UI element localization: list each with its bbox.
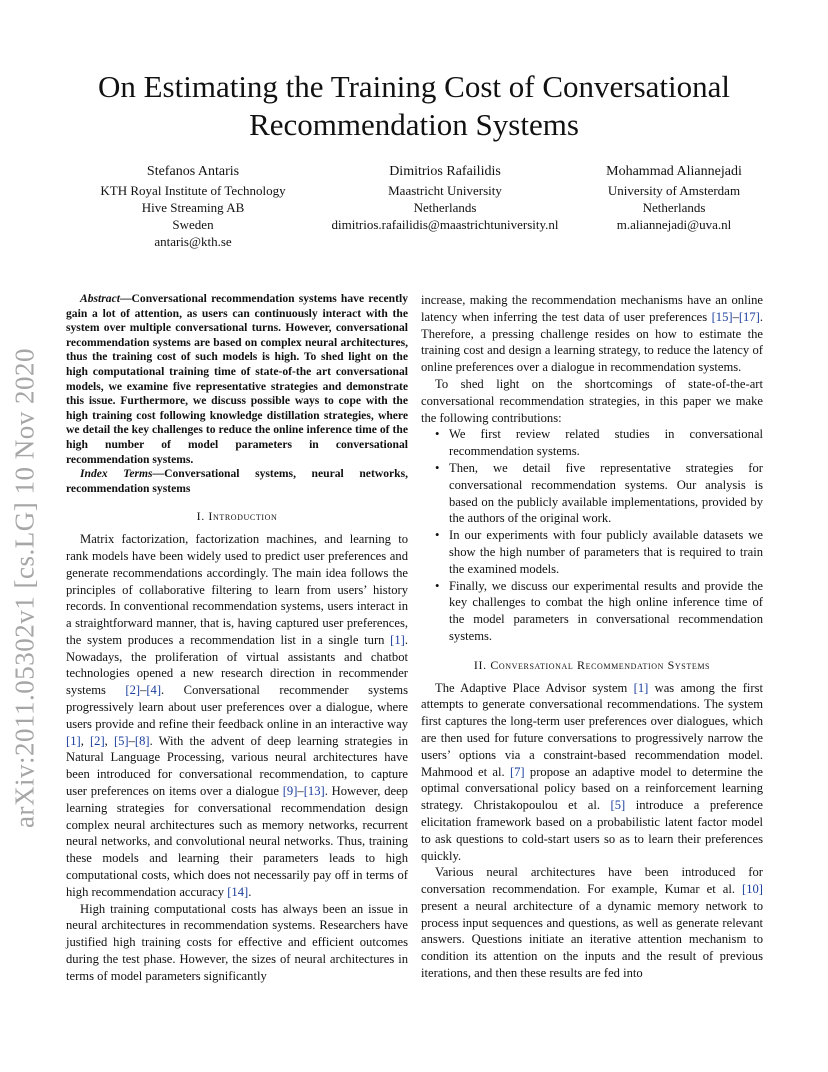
right-column bbox=[421, 292, 763, 982]
paragraph-text: . Conversational recommender systems progressively learn about user preferences over a dialogue, where users provide and refine their feedback online in an interactive way bbox=[66, 683, 408, 731]
paragraph-text: . Therefore, a pressing challenge resides on how to estimate the training cost and design a learning strategy, to reduce the latency of online preferences over a dialogue in recommendation systems. bbox=[421, 309, 763, 375]
author-affiliation: Hive Streaming AB bbox=[141, 200, 245, 215]
author-country: Netherlands bbox=[642, 200, 706, 215]
paragraph bbox=[421, 292, 763, 376]
paragraph-text: , bbox=[80, 733, 90, 748]
author-1 bbox=[80, 163, 306, 250]
paragraph bbox=[66, 531, 408, 901]
paragraph-text: , bbox=[104, 733, 114, 748]
paragraph-text: – bbox=[128, 733, 135, 748]
contribution-item: • Then, we detail five representative strategies for conversational recommendation systems. Our analysis is based on the publicly available implementations, provided by the authors of the original work. bbox=[449, 460, 763, 527]
author-3 bbox=[576, 163, 772, 233]
author-name: Stefanos Antaris bbox=[146, 164, 240, 179]
citation-link[interactable]: [2] bbox=[89, 733, 105, 748]
paragraph-text: present a neural architecture of a dynamic memory network to process input sequences and questions, as well as generate relevant answers. Questions initiate an iterative attention mechanism to condition its attention on the inputs and the result of previous iterations, and then these results are fed into bbox=[421, 898, 763, 981]
contribution-list bbox=[421, 426, 763, 644]
citation-link[interactable]: [5] bbox=[113, 733, 129, 748]
section-heading-conversational-recsys bbox=[421, 657, 763, 674]
paragraph-text: Various neural architectures have been introduced for conversation recommendation. For example, Kumar et al. bbox=[421, 865, 763, 897]
paragraph-text: propose an adaptive model to determine the optimal conversational policy based on a reinforcement learning strategy. Christakopoulou et al. bbox=[421, 764, 763, 813]
paragraph-text: High training computational costs has always been an issue in neural architectures in recommendation systems. Researchers have justified high training costs for effective and efficient outcomes during the test phase. However, the sizes of neural architectures in terms of model parameters significantly bbox=[66, 901, 408, 983]
paragraph-text: – bbox=[297, 784, 304, 799]
intro-continued bbox=[421, 292, 763, 426]
section-number: I. bbox=[196, 509, 205, 524]
citation-link[interactable]: [1] bbox=[390, 632, 405, 647]
citation-link[interactable]: [2] bbox=[125, 683, 141, 698]
author-country: Sweden bbox=[172, 217, 214, 232]
abstract-label: Abstract bbox=[80, 292, 120, 305]
author-email: dimitrios.rafailidis@maastrichtuniversity.nl bbox=[331, 217, 559, 232]
paragraph-text: increase, making the recommendation mechanisms have an online latency when inferring the test data of user preferences bbox=[421, 293, 763, 324]
index-terms-text: —Conversational systems, neural networks, recommendation systems bbox=[66, 467, 408, 495]
author-affiliation: Maastricht University bbox=[388, 183, 502, 198]
section-heading-introduction bbox=[66, 508, 408, 525]
author-country: Netherlands bbox=[413, 200, 477, 215]
left-column bbox=[66, 292, 408, 985]
arxiv-identifier: arXiv:2011.05302v1 [cs.LG] 10 Nov 2020 bbox=[9, 348, 40, 828]
section-title: Introduction bbox=[208, 509, 278, 524]
citation-link[interactable]: [9] bbox=[282, 784, 298, 799]
contribution-item: • We first review related studies in conversational recommendation systems. bbox=[449, 426, 763, 460]
arxiv-side-label bbox=[4, 258, 46, 918]
contribution-item: • In our experiments with four publicly available datasets we show the high number of parameters that is required to train the examined models. bbox=[449, 527, 763, 577]
index-terms bbox=[66, 467, 408, 496]
author-name: Mohammad Aliannejadi bbox=[606, 164, 742, 179]
introduction-body bbox=[66, 531, 408, 985]
paragraph bbox=[66, 901, 408, 985]
paragraph-text: . With the advent of deep learning strategies in Natural Language Processing, various neural architectures have been introduced for conversational recommendation, to capture user preferences on items over a dialogue bbox=[66, 733, 409, 799]
author-affiliation: KTH Royal Institute of Technology bbox=[100, 183, 286, 198]
paragraph-text: . However, deep learning strategies for conversational recommendation design complex neural architectures such as memory networks, recurrent neural networks, and convolutional neural networks. Thus, training these models and learning their parameters leads to high computational costs, which does not necessarily pay off in terms of high recommendation accuracy bbox=[66, 784, 408, 899]
index-terms-label: Index Terms bbox=[80, 467, 153, 481]
paragraph-text: Matrix factorization, factorization machines, and learning to rank models have been widely used to predict user preferences and generate recommendations accordingly. The main idea follows the principles of collaborative filtering to learn from users’ history records. In conventional recommendation systems, users interact in a straightforward manner, that is, having captured user preferences, the system produces a recommendation list in a single turn bbox=[66, 532, 408, 647]
paragraph-text: was among the first attempts to generate conversational recommendations. The system first captures the long-term user preferences over dialogues, which are then used for future conversations to progressively narrow the users’ options via a constraint-based recommendation model. Mahmood et al. bbox=[421, 680, 763, 779]
section-number: II. bbox=[473, 657, 487, 672]
citation-link[interactable]: [14] bbox=[227, 884, 249, 899]
abstract bbox=[66, 292, 408, 467]
citation-link[interactable]: [5] bbox=[610, 798, 626, 813]
paper-title bbox=[40, 68, 788, 144]
abstract-text: —Conversational recommendation systems have recently gain a lot of attention, as users can continuously interact with the system over multiple conversational turns. However, conversational recommendation systems are based on complex neural architectures, thus the training cost of such models is high. To shed light on the high computational training time of state-of-the art conversational models, we examine five representative strategies and demonstrate this issue. Furthermore, we discuss possible ways to cope with the high training cost following knowledge distillation strategies, where we detail the key challenges to reduce the online inference time of the high number of model parameters in conversational recommendation systems. bbox=[66, 292, 408, 466]
paragraph-text: introduce a preference elicitation framework based on a probabilistic latent factor model to ask questions to cold-start users so as to learn their preferences quickly. bbox=[421, 798, 763, 863]
contribution-item: • Finally, we discuss our experimental results and provide the key challenges to combat the high online inference time of the model parameters in conversational recommendation systems. bbox=[449, 578, 763, 645]
citation-link[interactable]: [7] bbox=[509, 764, 525, 779]
paragraph-text: – bbox=[140, 683, 147, 698]
related-work-body bbox=[421, 680, 763, 982]
paragraph-text: . Nowadays, the proliferation of virtual assistants and chatbot technologies opened a new research direction in recommender systems bbox=[66, 632, 408, 698]
citation-link[interactable]: [1] bbox=[633, 680, 649, 695]
author-email: antaris@kth.se bbox=[154, 234, 232, 249]
title-line: On Estimating the Training Cost of Conversational bbox=[97, 69, 731, 104]
citation-link[interactable]: [10] bbox=[742, 882, 763, 897]
author-email: m.aliannejadi@uva.nl bbox=[616, 217, 732, 232]
paragraph-text: To shed light on the shortcomings of state-of-the-art conversational recommendation strategies, in this paper we make the following contributions: bbox=[421, 376, 763, 425]
citation-link[interactable]: [4] bbox=[146, 683, 162, 698]
paragraph-text: – bbox=[732, 309, 739, 324]
citation-link[interactable]: [15] bbox=[711, 309, 733, 324]
citation-link[interactable]: [1] bbox=[66, 733, 81, 748]
citation-link[interactable]: [13] bbox=[303, 784, 325, 799]
paragraph bbox=[421, 376, 763, 426]
paragraph bbox=[421, 864, 763, 982]
paragraph-text: . bbox=[248, 884, 252, 899]
section-title: Conversational Recommendation Systems bbox=[490, 657, 711, 672]
paragraph-text: The Adaptive Place Advisor system bbox=[435, 680, 634, 695]
citation-link[interactable]: [8] bbox=[134, 733, 150, 748]
title-line: Recommendation Systems bbox=[249, 107, 579, 142]
author-2 bbox=[312, 163, 578, 233]
citation-link[interactable]: [17] bbox=[738, 309, 760, 324]
author-name: Dimitrios Rafailidis bbox=[389, 164, 501, 179]
author-affiliation: University of Amsterdam bbox=[607, 183, 741, 198]
paragraph bbox=[421, 680, 763, 865]
